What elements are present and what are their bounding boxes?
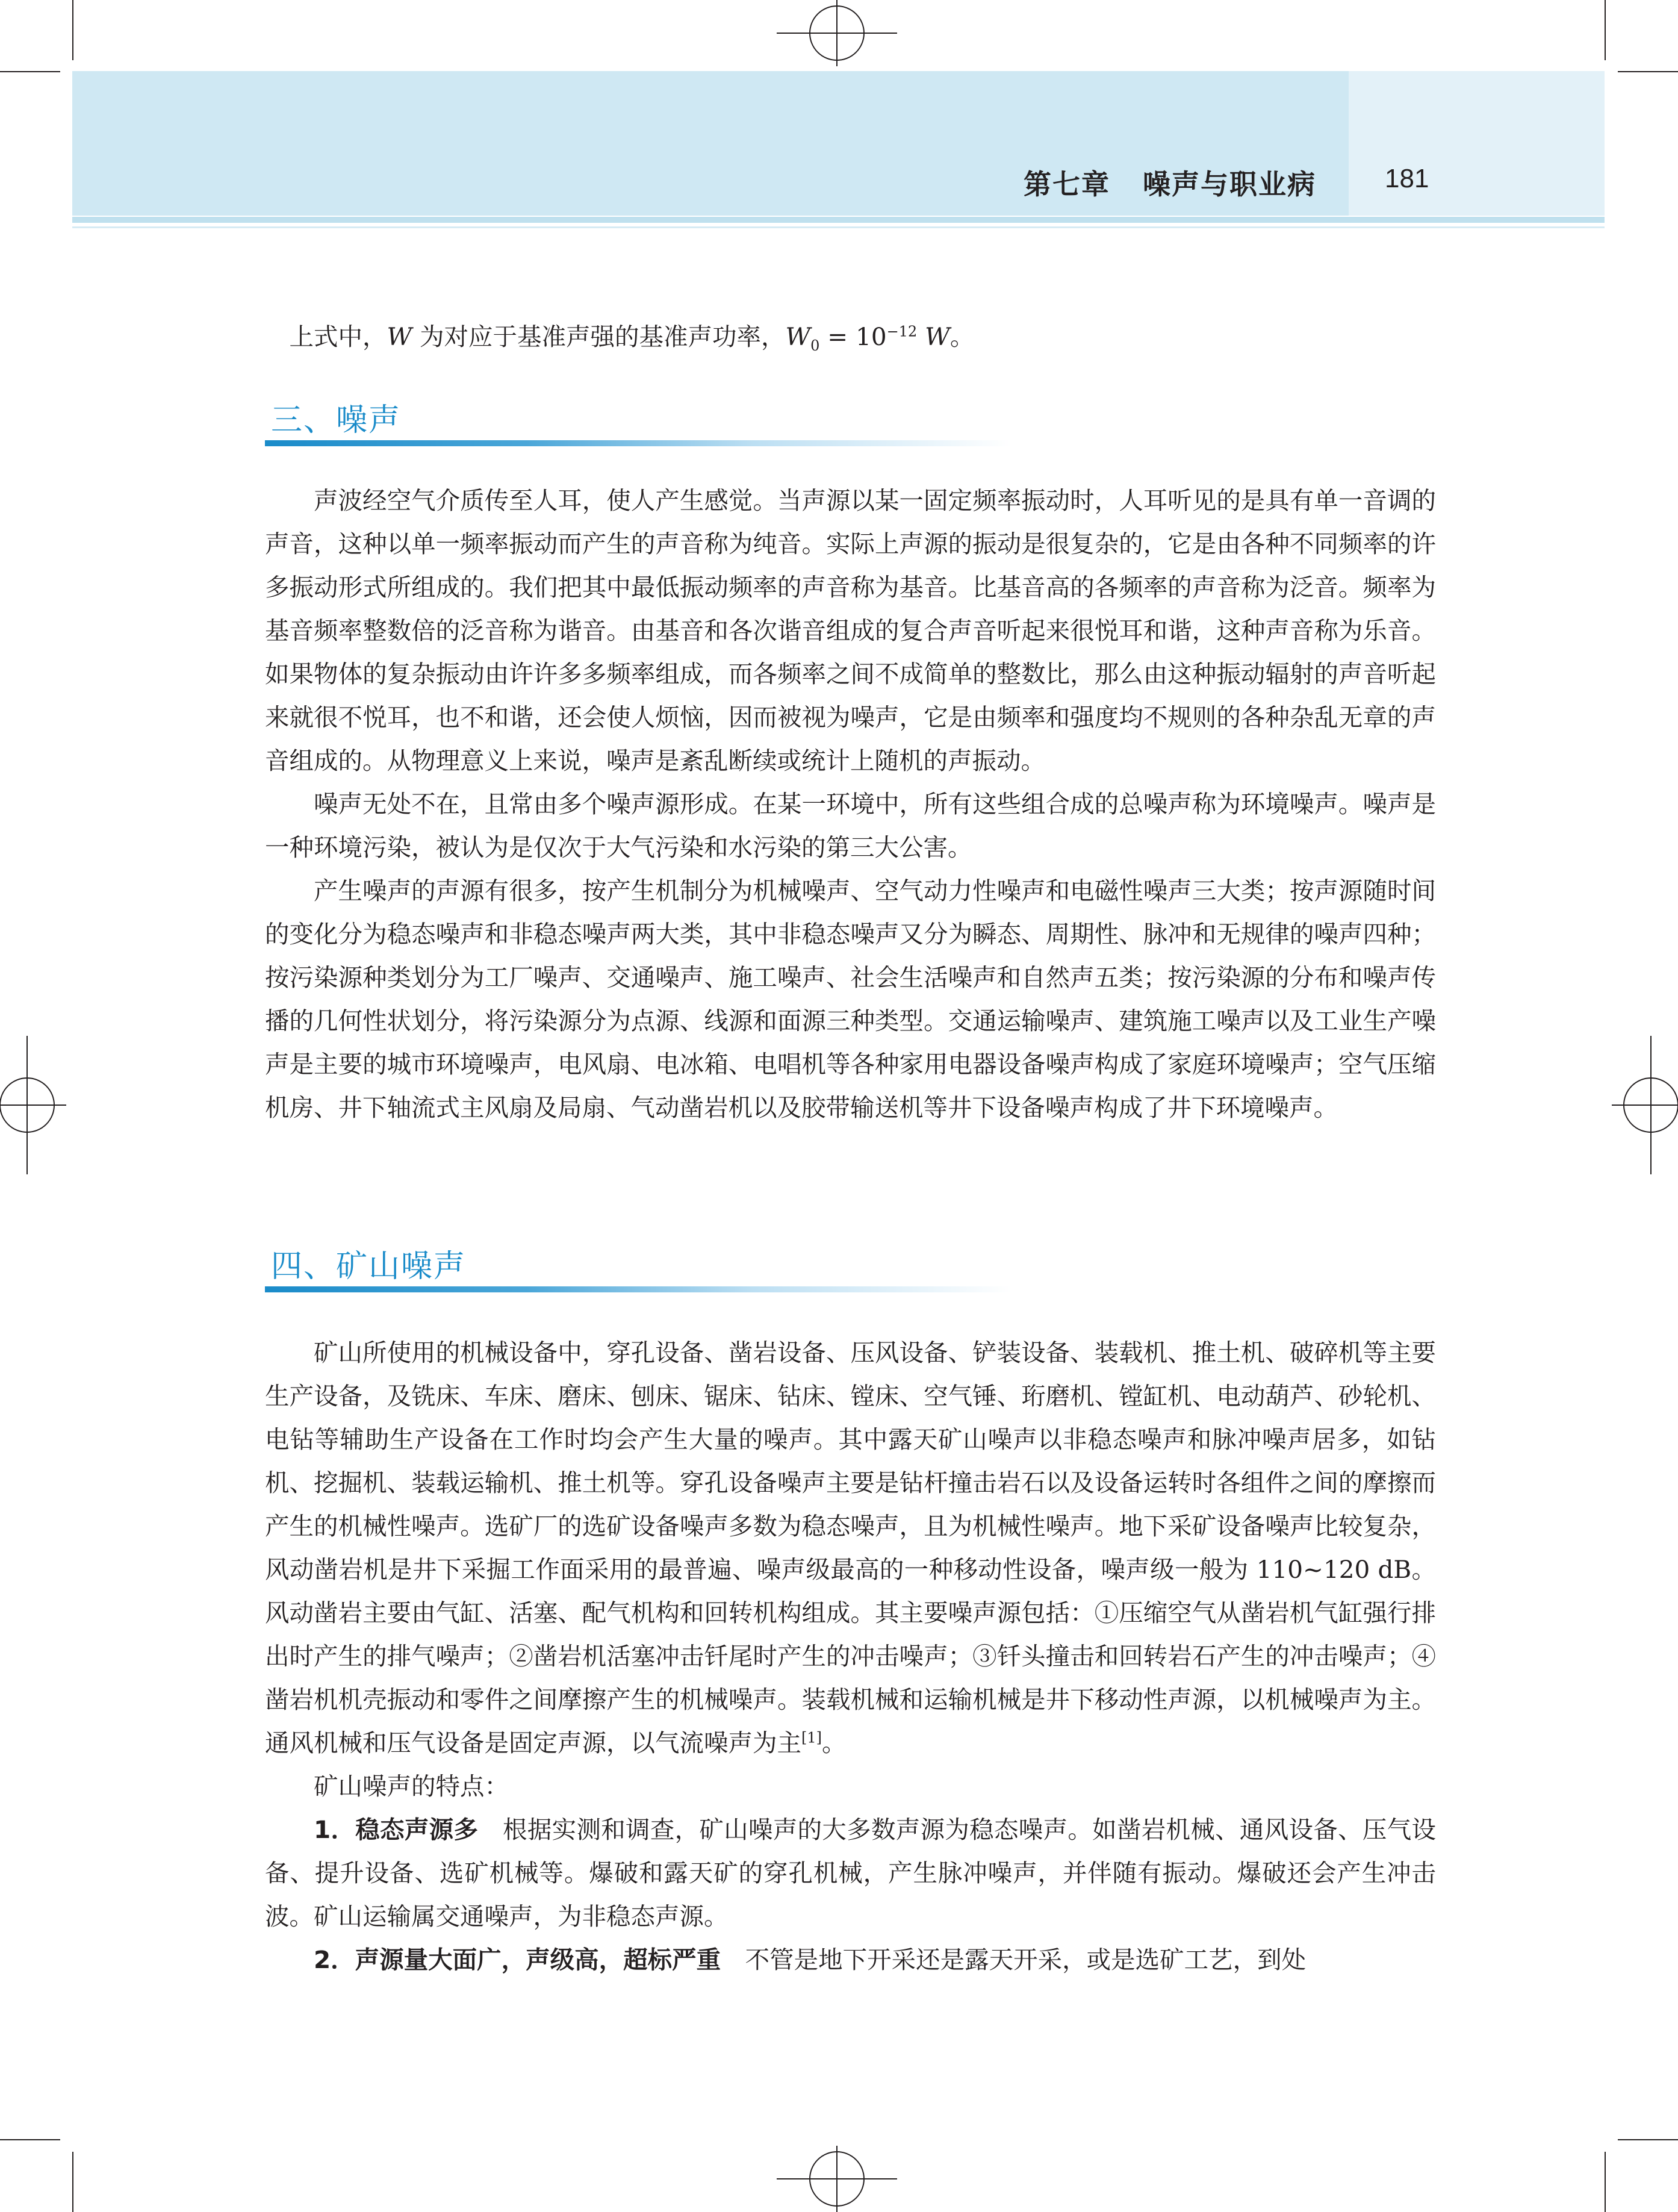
crop-mark [1618, 2139, 1678, 2140]
paragraph: 声波经空气介质传至人耳，使人产生感觉。当声源以某一固定频率振动时，人耳听见的是具有单一音调的声音，这种以单一频率振动而产生的声音称为纯音。实际上声源的振动是很复杂的，它是由各种不同频率的许多振动形式所组成的。我们把其中最低振动频率的声音称为基音。比基音高的各频率的声音称为泛音。频率为基音频率整数倍的泛音称为谐音。由基音和各次谐音组成的复合声音听起来很悦耳和谐，这种声音称为乐音。如果物体的复杂振动由许许多多频率组成，而各频率之间不成简单的整数比，那么由这种振动辐射的声音听起来就很不悦耳，也不和谐，还会使人烦恼，因而被视为噪声，它是由频率和强度均不规则的各种杂乱无章的声音组成的。从物理意义上来说，噪声是紊乱断续或统计上随机的声振动。 [265, 486, 1436, 775]
citation: [1] [801, 1729, 822, 1746]
crop-mark [72, 2152, 73, 2212]
crop-mark [0, 71, 60, 72]
paragraph: 产生噪声的声源有很多，按产生机制分为机械噪声、空气动力性噪声和电磁性噪声三大类；按声源随时间的变化分为稳态噪声和非稳态噪声两大类，其中非稳态噪声又分为瞬态、周期性、脉冲和无规律的噪声四种；按污染源种类划分为工厂噪声、交通噪声、施工噪声、社会生活噪声和自然声五类；按污染源的分布和噪声传播的几何性状划分，将污染源分为点源、线源和面源三种类型。交通运输噪声、建筑施工噪声以及工业生产噪声是主要的城市环境噪声，电风扇、电冰箱、电唱机等各种家用电器设备噪声构成了家庭环境噪声；空气压缩机房、井下轴流式主风扇及局扇、气动凿岩机以及胶带输送机等井下设备噪声构成了井下环境噪声。 [265, 876, 1436, 1122]
crop-mark [1605, 2152, 1606, 2212]
feature-label: 1．稳态声源多 [314, 1815, 479, 1844]
registration-mark-left [0, 1036, 66, 1174]
header-rule [72, 217, 1605, 223]
section-title: 四、矿山噪声 [271, 1248, 467, 1285]
feature-label: 2．声源量大面广，声级高，超标严重 [314, 1945, 721, 1974]
section-title: 三、噪声 [271, 402, 402, 438]
registration-mark-top [777, 0, 897, 66]
section-heading-noise [265, 394, 1048, 449]
feature-item: 1．稳态声源多 根据实测和调查，矿山噪声的大多数声源为稳态噪声。如凿岩机械、通风设备、压气设备、提升设备、选矿机械等。爆破和露天矿的穿孔机械，产生脉冲噪声，并伴随有振动。爆破还会产生冲击波。矿山运输属交通噪声，为非稳态声源。 [265, 1815, 1437, 1931]
section-rule [265, 1286, 1011, 1292]
features-intro: 矿山噪声的特点： [314, 1772, 509, 1801]
header-rule-thin [72, 226, 1605, 228]
section-heading-mine-noise [265, 1241, 1048, 1295]
paragraph: 噪声无处不在，且常由多个噪声源形成。在某一环境中，所有这些组合成的总噪声称为环境噪声。噪声是一种环境污染，被认为是仅次于大气污染和水污染的第三大公害。 [265, 790, 1436, 862]
header-band-page-box [1349, 71, 1605, 216]
section-mine-noise-body [265, 1331, 1436, 1981]
registration-mark-right [1612, 1036, 1678, 1174]
crop-mark [1605, 0, 1606, 60]
crop-mark [0, 2139, 60, 2140]
page-number: 181 [1385, 164, 1429, 193]
formula-line: 上式中，W 为对应于基准声强的基准声功率，$W_0 = 10^{-12}$ W。 [289, 322, 975, 355]
crop-mark [72, 0, 73, 60]
paragraph: 矿山所使用的机械设备中，穿孔设备、凿岩设备、压风设备、铲装设备、装载机、推土机、破碎机等主要生产设备，及铣床、车床、磨床、刨床、锯床、钻床、镗床、空气锤、珩磨机、镗缸机、电动葫芦、砂轮机、电钻等辅助生产设备在工作时均会产生大量的噪声。其中露天矿山噪声以非稳态噪声和脉冲噪声居多，如钻机、挖掘机、装载运输机、推土机等。穿孔设备噪声主要是钻杆撞击岩石以及设备运转时各组件之间的摩擦而产生的机械性噪声。选矿厂的选矿设备噪声多数为稳态噪声，且为机械性噪声。地下采矿设备噪声比较复杂，风动凿岩机是井下采掘工作面采用的最普遍、噪声级最高的一种移动性设备，噪声级一般为 110~120 dB。风动凿岩主要由气缸、活塞、配气机构和回转机构组成。其主要噪声源包括：①压缩空气从凿岩机气缸强行排出时产生的排气噪声；②凿岩机活塞冲击钎尾时产生的冲击噪声；③钎头撞击和回转岩石产生的冲击噪声；④凿岩机机壳振动和零件之间摩擦产生的机械噪声。装载机械和运输机械是井下移动性声源，以机械噪声为主。通风机械和压气设备是固定声源，以气流噪声为主[1]。 [265, 1338, 1436, 1757]
feature-item: 2．声源量大面广，声级高，超标严重 不管是地下开采还是露天开采，或是选矿工艺，到处 [314, 1945, 1307, 1974]
section-rule [265, 440, 1011, 446]
registration-mark-bottom [777, 2146, 897, 2212]
section-noise-body [265, 479, 1436, 1129]
crop-mark [1618, 71, 1678, 72]
running-header-chapter-title: 第七章 噪声与职业病 [1024, 168, 1317, 201]
